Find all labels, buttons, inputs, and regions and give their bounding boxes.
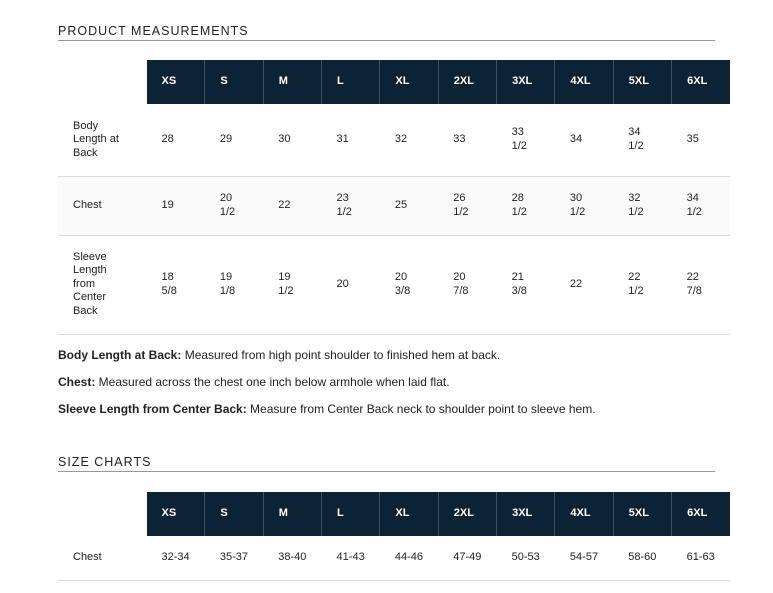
note-body-length bbox=[58, 348, 738, 362]
measurement-notes bbox=[58, 348, 738, 429]
table-cell: 38-40 bbox=[278, 551, 307, 563]
table-cell: 19 1/8 bbox=[219, 271, 236, 297]
size-header-m: M bbox=[263, 60, 321, 104]
size-header-5xl: 5XL bbox=[613, 60, 671, 104]
row-label: Chest bbox=[73, 551, 102, 563]
table-cell: 32-34 bbox=[161, 551, 190, 563]
table-cell: 33 1/2 bbox=[511, 126, 527, 152]
size-header-xl: XL bbox=[380, 492, 438, 536]
size-header-xl: XL bbox=[380, 60, 438, 104]
table-cell: 21 3/8 bbox=[511, 271, 527, 297]
table-cell: 33 bbox=[453, 133, 466, 145]
table-cell: 32 1/2 bbox=[628, 192, 644, 218]
note-chest bbox=[58, 375, 738, 389]
row-label: Body Length at Back bbox=[73, 119, 119, 159]
table-cell: 22 bbox=[569, 277, 583, 290]
note-term: Chest: bbox=[58, 375, 96, 389]
size-header-4xl: 4XL bbox=[555, 492, 613, 536]
size-header-m: M bbox=[263, 492, 321, 536]
size-charts-title: SIZE CHARTS bbox=[58, 455, 715, 472]
table-row-sleeve-length bbox=[58, 235, 730, 334]
table-cell: 25 bbox=[394, 198, 408, 211]
table-cell: 34 1/2 bbox=[686, 192, 702, 218]
measurements-table bbox=[58, 60, 730, 335]
size-header-xs: XS bbox=[147, 492, 205, 536]
note-text: Measured across the chest one inch below armhole when laid flat. bbox=[95, 375, 450, 389]
note-term: Sleeve Length from Center Back: bbox=[58, 402, 247, 416]
size-header-l: L bbox=[322, 60, 380, 104]
size-charts-header-row bbox=[58, 492, 730, 536]
header-blank bbox=[58, 492, 147, 536]
row-label: Sleeve Length from Center Back bbox=[73, 250, 107, 317]
table-cell: 47-49 bbox=[453, 551, 482, 563]
table-cell: 22 1/2 bbox=[628, 271, 644, 297]
table-row-chest-size bbox=[58, 536, 730, 580]
table-cell: 22 bbox=[278, 198, 291, 211]
size-header-s: S bbox=[205, 492, 263, 536]
table-cell: 54-57 bbox=[569, 551, 599, 563]
table-cell: 23 1/2 bbox=[336, 192, 352, 218]
table-cell: 32 bbox=[394, 133, 408, 145]
note-text: Measured from high point shoulder to finished hem at back. bbox=[181, 348, 501, 362]
table-cell: 30 bbox=[278, 133, 291, 145]
size-header-4xl: 4XL bbox=[555, 60, 613, 104]
size-charts-table bbox=[58, 492, 730, 581]
table-cell: 19 1/2 bbox=[278, 271, 294, 297]
note-text: Measure from Center Back neck to shoulder point to sleeve hem. bbox=[246, 402, 596, 416]
table-cell: 44-46 bbox=[394, 551, 424, 563]
size-header-2xl: 2XL bbox=[438, 60, 496, 104]
table-row-body-length bbox=[58, 104, 730, 176]
table-cell: 34 1/2 bbox=[628, 126, 644, 152]
table-cell: 41-43 bbox=[336, 551, 365, 563]
table-cell: 18 5/8 bbox=[161, 271, 177, 297]
table-cell: 50-53 bbox=[511, 551, 540, 563]
size-header-s: S bbox=[205, 60, 263, 104]
table-cell: 20 1/2 bbox=[219, 192, 236, 218]
header-blank bbox=[58, 60, 147, 104]
table-cell: 61-63 bbox=[686, 551, 715, 563]
table-cell: 58-60 bbox=[628, 551, 657, 563]
size-header-6xl: 6XL bbox=[672, 492, 730, 536]
table-cell: 28 1/2 bbox=[511, 192, 527, 218]
size-header-xs: XS bbox=[147, 60, 205, 104]
table-cell: 20 7/8 bbox=[453, 271, 469, 297]
table-cell: 34 bbox=[569, 133, 583, 145]
table-cell: 28 bbox=[161, 133, 174, 145]
table-cell: 35 bbox=[686, 133, 699, 145]
size-header-5xl: 5XL bbox=[613, 492, 671, 536]
measurements-title: PRODUCT MEASUREMENTS bbox=[58, 24, 715, 41]
note-sleeve-length bbox=[58, 402, 738, 416]
size-header-l: L bbox=[322, 492, 380, 536]
size-header-2xl: 2XL bbox=[438, 492, 496, 536]
table-cell: 29 bbox=[219, 133, 233, 145]
measurements-header-row bbox=[58, 60, 730, 104]
table-cell: 30 1/2 bbox=[569, 192, 586, 218]
row-label: Chest bbox=[73, 198, 102, 211]
table-cell: 20 bbox=[336, 277, 349, 290]
table-cell: 26 1/2 bbox=[453, 192, 469, 218]
size-header-3xl: 3XL bbox=[497, 492, 555, 536]
table-cell: 31 bbox=[336, 133, 349, 145]
size-header-3xl: 3XL bbox=[497, 60, 555, 104]
table-cell: 22 7/8 bbox=[686, 271, 702, 297]
size-header-6xl: 6XL bbox=[672, 60, 730, 104]
table-row-chest bbox=[58, 176, 730, 235]
table-cell: 20 3/8 bbox=[394, 271, 411, 297]
table-cell: 35-37 bbox=[219, 551, 248, 563]
note-term: Body Length at Back: bbox=[58, 348, 182, 362]
table-cell: 19 bbox=[161, 198, 174, 211]
